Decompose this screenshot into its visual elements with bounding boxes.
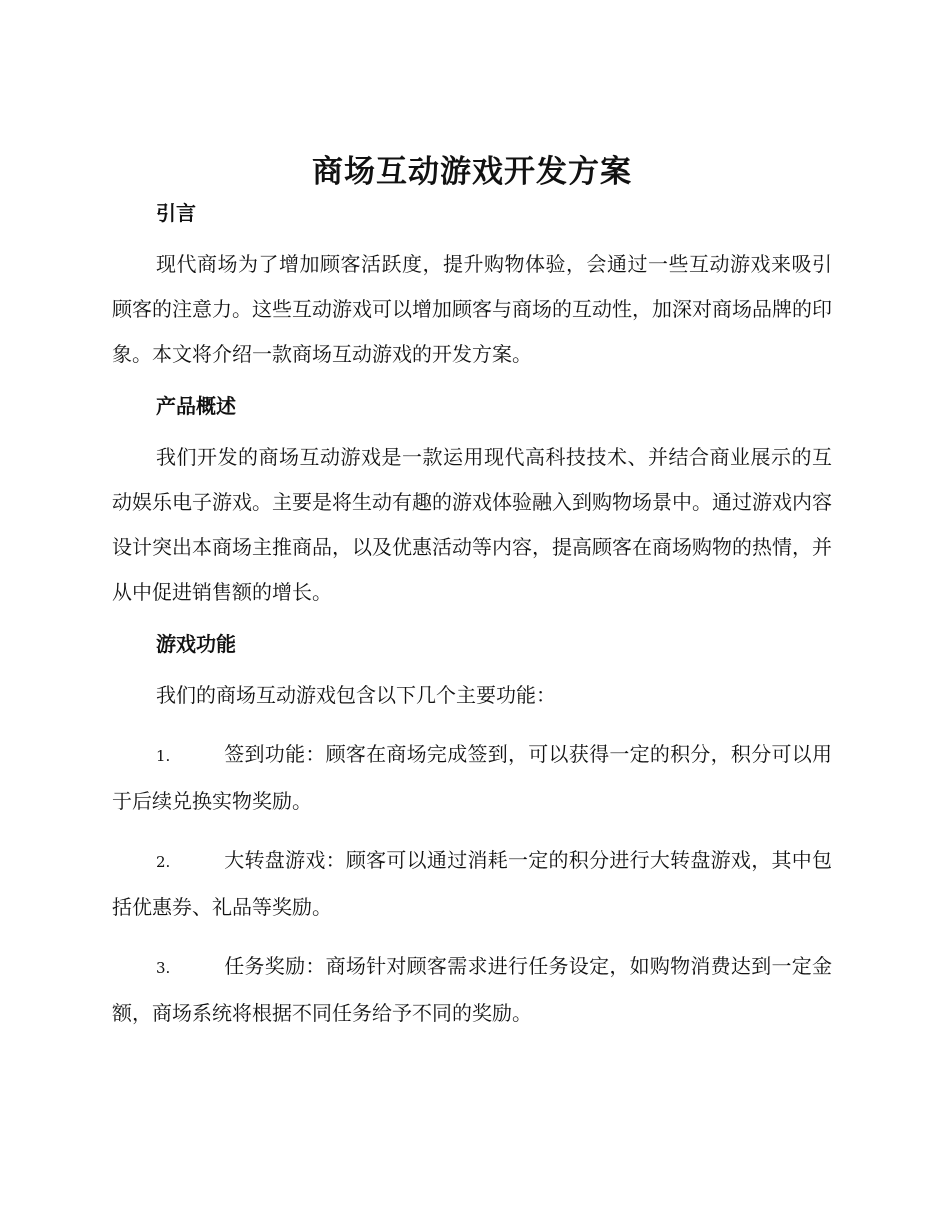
list-number: 2. [156, 853, 171, 871]
feature-list-item [112, 838, 832, 930]
document-title: 商场互动游戏开发方案 [312, 154, 632, 190]
section-paragraph-intro: 现代商场为了增加顾客活跃度，提升购物体验，会通过一些互动游戏来吸引顾客的注意力。这些互动游戏可以增加顾客与商场的互动性，加深对商场品牌的印象。本文将介绍一款商场互动游戏的开发方案。 [112, 252, 832, 366]
list-item-text: 签到功能：顾客在商场完成签到，可以获得一定的积分，积分可以用于后续兑换实物奖励。 [112, 742, 832, 813]
feature-list-item [112, 944, 832, 1036]
section-heading-intro: 引言 [156, 201, 196, 225]
list-item-text: 大转盘游戏：顾客可以通过消耗一定的积分进行大转盘游戏，其中包括优惠券、礼品等奖励。 [112, 848, 832, 919]
feature-list-item [112, 732, 832, 824]
section-paragraph-features: 我们的商场互动游戏包含以下几个主要功能： [156, 683, 556, 707]
section-heading-features: 游戏功能 [156, 632, 236, 656]
section-paragraph-overview: 我们开发的商场互动游戏是一款运用现代高科技技术、并结合商业展示的互动娱乐电子游戏。主要是将生动有趣的游戏体验融入到购物场景中。通过游戏内容设计突出本商场主推商品，以及优惠活动等内容，提高顾客在商场购物的热情，并从中促进销售额的增长。 [112, 445, 832, 604]
list-item-text: 任务奖励：商场针对顾客需求进行任务设定，如购物消费达到一定金额，商场系统将根据不同任务给予不同的奖励。 [112, 954, 832, 1025]
list-number: 1. [156, 747, 171, 765]
list-number: 3. [156, 959, 171, 977]
section-heading-overview: 产品概述 [156, 394, 236, 418]
document-page [112, 150, 832, 1036]
